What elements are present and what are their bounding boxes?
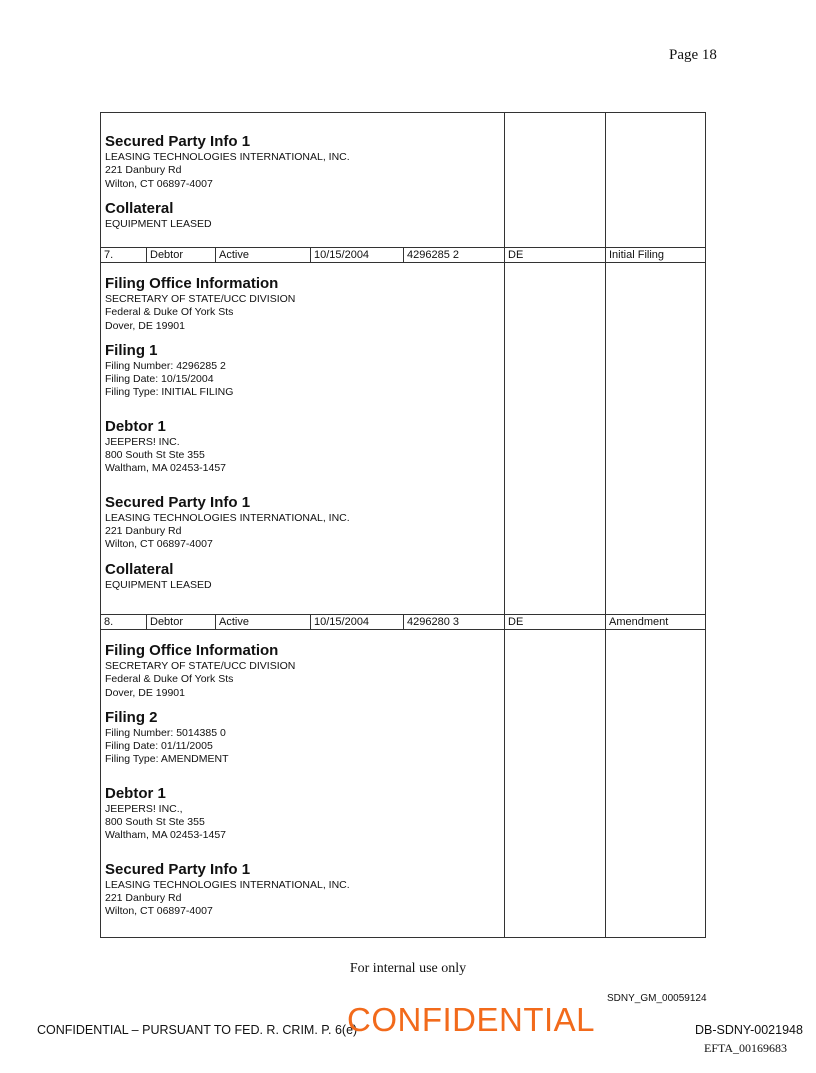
section-line: 221 Danbury Rd <box>105 891 182 904</box>
section-line: Wilton, CT 06897-4007 <box>105 905 213 918</box>
section-line: Filing Date: 10/15/2004 <box>105 373 214 386</box>
section-line: Filing Date: 01/11/2005 <box>105 740 213 753</box>
table-row <box>101 247 705 263</box>
table-row <box>101 614 705 630</box>
row-state: DE <box>504 615 605 629</box>
row-date: 10/15/2004 <box>310 248 403 262</box>
section-line: Federal & Duke Of York Sts <box>105 306 234 319</box>
section-title: Filing 1 <box>105 341 158 359</box>
section-title: Filing Office Information <box>105 275 279 292</box>
row-role: Debtor <box>146 248 215 262</box>
filing-office-section <box>105 275 504 333</box>
section-title: Secured Party Info 1 <box>105 860 251 878</box>
record-details <box>101 133 504 240</box>
section-line: Filing Type: AMENDMENT <box>105 753 229 766</box>
section-line: EQUIPMENT LEASED <box>105 578 212 591</box>
row-filing-number: 4296280 3 <box>403 615 504 629</box>
confidential-notice: CONFIDENTIAL – PURSUANT TO FED. R. CRIM. P. 6(e) <box>37 1023 358 1037</box>
section-line: Wilton, CT 06897-4007 <box>105 538 213 551</box>
column-divider <box>605 113 606 937</box>
section-line: JEEPERS! INC. <box>105 435 180 448</box>
records-table <box>100 112 706 938</box>
row-role: Debtor <box>146 615 215 629</box>
filing-section <box>105 342 504 400</box>
debtor-section <box>105 785 504 843</box>
row-filing-type: Amendment <box>605 615 706 629</box>
section-line: EQUIPMENT LEASED <box>105 217 212 230</box>
section-line: Filing Number: 5014385 0 <box>105 726 226 739</box>
section-title: Collateral <box>105 199 174 217</box>
column-divider <box>504 113 505 937</box>
section-line: JEEPERS! INC., <box>105 802 183 815</box>
section-title: Filing 2 <box>105 708 158 726</box>
secured-party-section <box>105 861 504 919</box>
section-line: Wilton, CT 06897-4007 <box>105 177 213 190</box>
section-line: 221 Danbury Rd <box>105 164 182 177</box>
section-line: Waltham, MA 02453-1457 <box>105 462 227 475</box>
row-status: Active <box>215 248 310 262</box>
secured-party-section <box>105 494 504 552</box>
confidential-stamp: CONFIDENTIAL <box>347 1001 596 1038</box>
row-number: 8. <box>104 616 114 628</box>
section-title: Debtor 1 <box>105 417 166 435</box>
section-line: LEASING TECHNOLOGIES INTERNATIONAL, INC. <box>105 151 350 163</box>
filing-section <box>105 709 504 767</box>
section-line: 221 Danbury Rd <box>105 524 182 537</box>
section-line: Waltham, MA 02453-1457 <box>105 829 227 842</box>
section-line: Dover, DE 19901 <box>105 686 185 699</box>
section-title: Debtor 1 <box>105 784 166 802</box>
section-line: SECRETARY OF STATE/UCC DIVISION <box>105 660 296 672</box>
bates-number: SDNY_GM_00059124 <box>607 993 707 1004</box>
internal-use-note: For internal use only <box>349 961 467 976</box>
section-line: Filing Type: INITIAL FILING <box>105 386 234 399</box>
record-details <box>101 275 504 601</box>
section-line: Federal & Duke Of York Sts <box>105 673 234 686</box>
section-line: LEASING TECHNOLOGIES INTERNATIONAL, INC. <box>105 878 350 891</box>
section-line: SECRETARY OF STATE/UCC DIVISION <box>105 293 296 305</box>
section-line: 800 South St Ste 355 <box>105 816 205 829</box>
row-status: Active <box>215 615 310 629</box>
section-title: Secured Party Info 1 <box>105 493 251 511</box>
collateral-section <box>105 200 504 231</box>
debtor-section <box>105 418 504 476</box>
efta-number: EFTA_00169683 <box>704 1041 788 1055</box>
filing-office-section <box>105 642 504 700</box>
section-title: Filing Office Information <box>105 642 279 659</box>
row-date: 10/15/2004 <box>310 615 403 629</box>
page-number: Page 18 <box>669 47 717 63</box>
row-number: 7. <box>104 249 114 261</box>
row-filing-type: Initial Filing <box>605 248 706 262</box>
section-line: Filing Number: 4296285 2 <box>105 359 226 372</box>
collateral-section <box>105 561 504 592</box>
section-line: Dover, DE 19901 <box>105 319 185 332</box>
row-state: DE <box>504 248 605 262</box>
bates-number-secondary: DB-SDNY-0021948 <box>695 1023 803 1037</box>
secured-party-section <box>105 133 504 191</box>
section-line: LEASING TECHNOLOGIES INTERNATIONAL, INC. <box>105 511 350 524</box>
section-line: 800 South St Ste 355 <box>105 449 205 462</box>
section-title: Collateral <box>105 560 174 578</box>
section-title: Secured Party Info 1 <box>105 133 251 150</box>
record-details <box>101 642 504 928</box>
row-filing-number: 4296285 2 <box>403 248 504 262</box>
